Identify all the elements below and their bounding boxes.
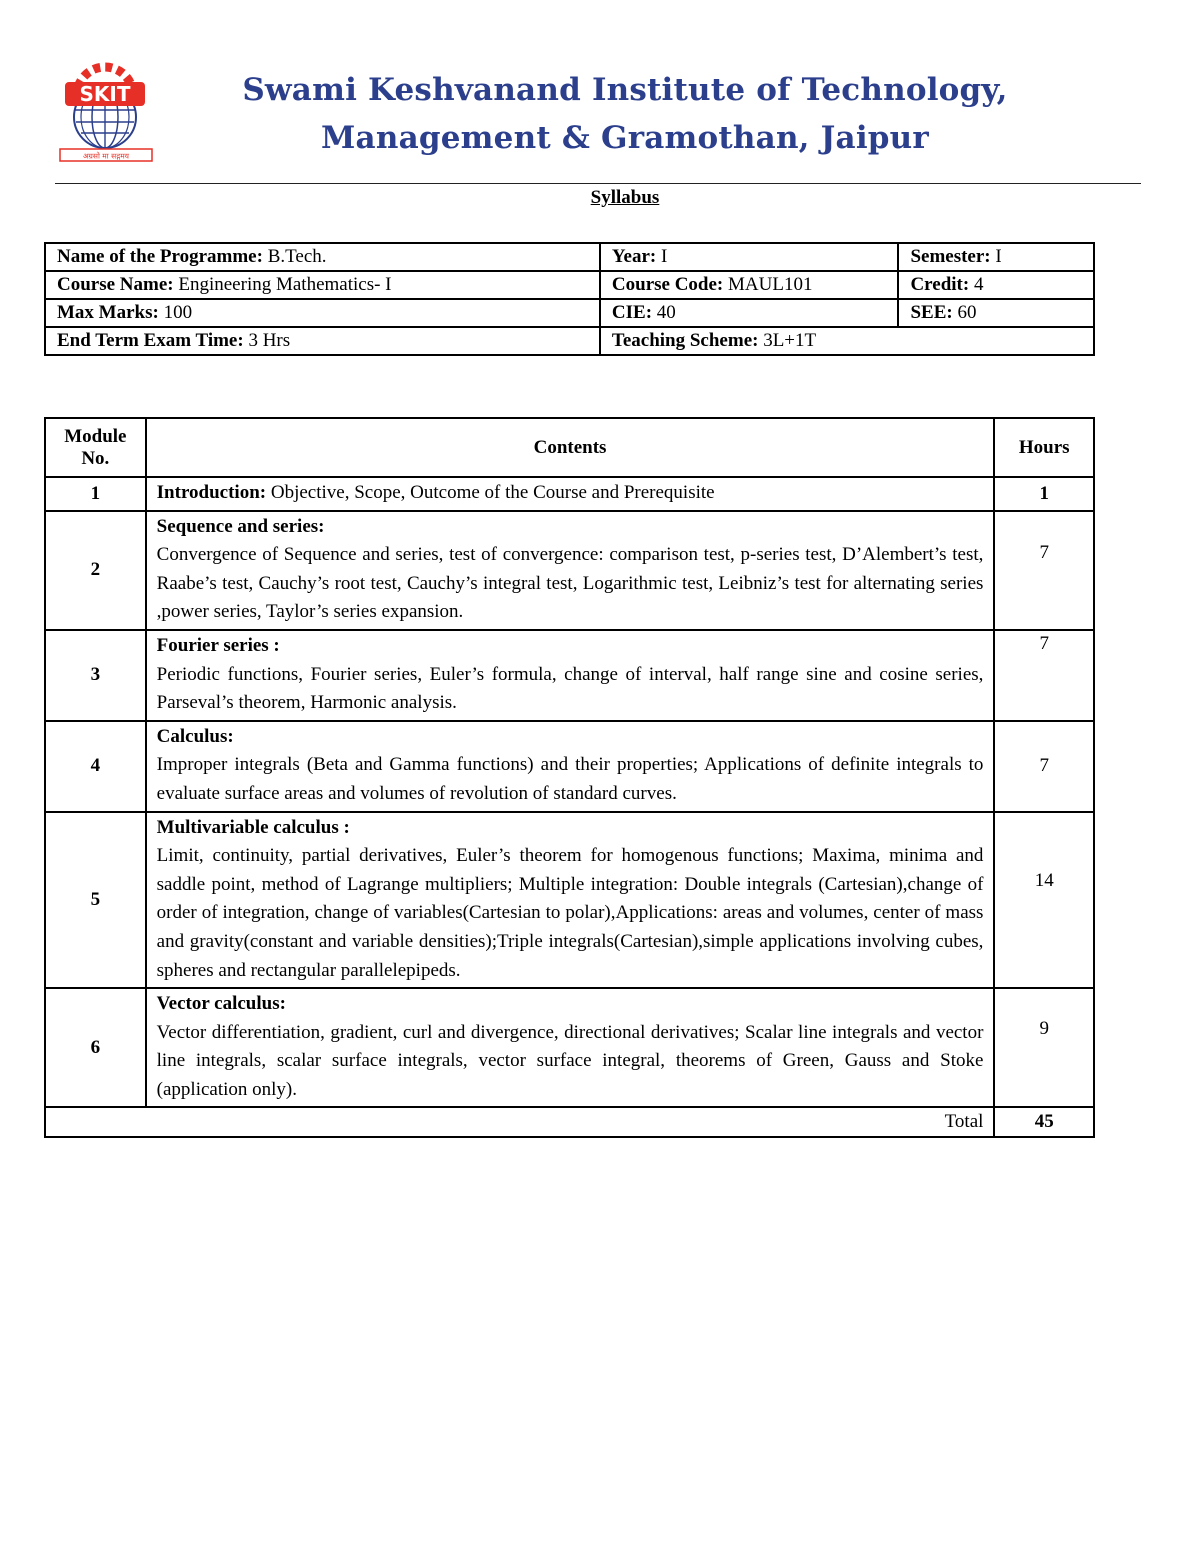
course-code-cell — [600, 271, 899, 299]
module-hours: 9 — [994, 988, 1094, 1107]
table-row — [45, 812, 1094, 989]
table-row — [45, 630, 1094, 721]
module-text: Improper integrals (Beta and Gamma functions) and their properties; Applications of definite integrals to evaluate surface areas and volumes of revolution of standard curves. — [156, 754, 984, 804]
year-label: Year: — [611, 246, 657, 267]
module-content — [146, 511, 995, 630]
see-label: SEE: — [910, 302, 953, 323]
info-row — [45, 327, 1094, 355]
course-code-label: Course Code: — [611, 274, 724, 295]
total-hours: 45 — [994, 1107, 1094, 1137]
module-header-line1: Module — [64, 425, 127, 447]
institute-name-line1: Swami Keshvanand Institute of Technology, — [242, 72, 1008, 108]
hours-header: Hours — [994, 418, 1094, 477]
module-title: Calculus: — [156, 725, 234, 747]
module-text: Vector differentiation, gradient, curl and divergence, directional derivatives; Scalar line integrals and vector line integrals, scalar surface integrals, vector surface integral, theorems of Green, Gauss and Stoke (application only). — [156, 1021, 984, 1100]
cie-label: CIE: — [611, 302, 653, 323]
module-title: Sequence and series: — [156, 515, 325, 537]
logo-motto: अग्रसो मा सद्गमय — [82, 151, 130, 161]
module-title: Fourier series : — [156, 634, 280, 656]
exam-time-label: End Term Exam Time: — [57, 330, 244, 351]
module-content — [146, 721, 995, 812]
syllabus-contents-table — [44, 417, 1095, 1138]
programme-cell — [45, 243, 600, 271]
table-row — [45, 511, 1094, 630]
module-hours: 7 — [994, 721, 1094, 812]
module-hours: 1 — [994, 477, 1094, 511]
course-info-table — [44, 242, 1095, 356]
year-cell — [600, 243, 899, 271]
table-header-row — [45, 418, 1094, 477]
year-value: I — [656, 246, 668, 267]
max-marks-cell — [45, 299, 600, 327]
module-title: Introduction: — [156, 482, 267, 503]
module-hours: 7 — [994, 630, 1094, 721]
total-row — [45, 1107, 1094, 1137]
cie-cell — [600, 299, 899, 327]
document-title: Syllabus — [590, 187, 660, 208]
module-title: Vector calculus: — [156, 993, 286, 1015]
max-marks-value: 100 — [158, 302, 193, 323]
see-cell — [898, 299, 1094, 327]
teaching-scheme-cell — [600, 327, 1094, 355]
credit-cell — [898, 271, 1094, 299]
table-row — [45, 988, 1094, 1107]
module-number: 4 — [45, 721, 146, 812]
course-name-label: Course Name: — [57, 274, 174, 295]
module-text: Convergence of Sequence and series, test of convergence: comparison test, p-series test, D’Alembert’s test, Raabe’s test, Cauchy’s root test, Cauchy’s integral test, Logarithmic test, Leibniz’s test for alternating series ,power series, Taylor’s series expansion. — [156, 544, 984, 623]
module-content — [146, 630, 995, 721]
module-no-header — [45, 418, 146, 477]
module-hours: 7 — [994, 511, 1094, 630]
institute-logo — [55, 62, 157, 164]
semester-label: Semester: — [910, 246, 991, 267]
contents-header: Contents — [146, 418, 995, 477]
module-number: 6 — [45, 988, 146, 1107]
logo-text: SKIT — [79, 82, 131, 106]
exam-time-value: 3 Hrs — [243, 330, 291, 351]
header-divider — [55, 183, 1141, 184]
module-header-line2: No. — [81, 447, 110, 469]
credit-label: Credit: — [910, 274, 970, 295]
teaching-scheme-value: 3L+1T — [758, 330, 817, 351]
credit-value: 4 — [969, 274, 984, 295]
teaching-scheme-label: Teaching Scheme: — [611, 330, 759, 351]
max-marks-label: Max Marks: — [57, 302, 159, 323]
module-content — [146, 988, 995, 1107]
table-row — [45, 477, 1094, 511]
info-row — [45, 271, 1094, 299]
module-number: 2 — [45, 511, 146, 630]
programme-label: Name of the Programme: — [57, 246, 263, 267]
module-content — [146, 477, 995, 511]
course-name-value: Engineering Mathematics- I — [173, 274, 392, 295]
programme-value: B.Tech. — [262, 246, 327, 267]
info-row — [45, 299, 1094, 327]
semester-cell — [898, 243, 1094, 271]
module-text: Limit, continuity, partial derivatives, Euler’s theorem for homogenous functions; Maxima, minima and saddle point, method of Lagrange multipliers; Multiple integration: Double integrals (Cartesian),change of order of integration, change of variables(Cartesian to polar),Applications: areas and volumes, center of mass and gravity(constant and variable densities);Triple integrals(Cartesian),simple applications involving cubes, spheres and rectangular parallelepipeds. — [156, 845, 984, 981]
total-label: Total — [45, 1107, 994, 1137]
module-number: 5 — [45, 812, 146, 989]
module-hours: 14 — [994, 812, 1094, 989]
module-number: 3 — [45, 630, 146, 721]
course-name-cell — [45, 271, 600, 299]
exam-time-cell — [45, 327, 600, 355]
module-text: Periodic functions, Fourier series, Euler’s formula, change of interval, half range sine and cosine series, Parseval’s theorem, Harmonic analysis. — [156, 663, 984, 714]
info-row — [45, 243, 1094, 271]
module-text: Objective, Scope, Outcome of the Course and Prerequisite — [266, 482, 715, 503]
module-title: Multivariable calculus : — [156, 816, 350, 838]
cie-value: 40 — [652, 302, 676, 323]
module-content — [146, 812, 995, 989]
semester-value: I — [990, 246, 1002, 267]
institute-name-line2: Management & Gramothan, Jaipur — [321, 120, 929, 156]
module-number: 1 — [45, 477, 146, 511]
see-value: 60 — [952, 302, 977, 323]
course-code-value: MAUL101 — [723, 274, 813, 295]
table-row — [45, 721, 1094, 812]
